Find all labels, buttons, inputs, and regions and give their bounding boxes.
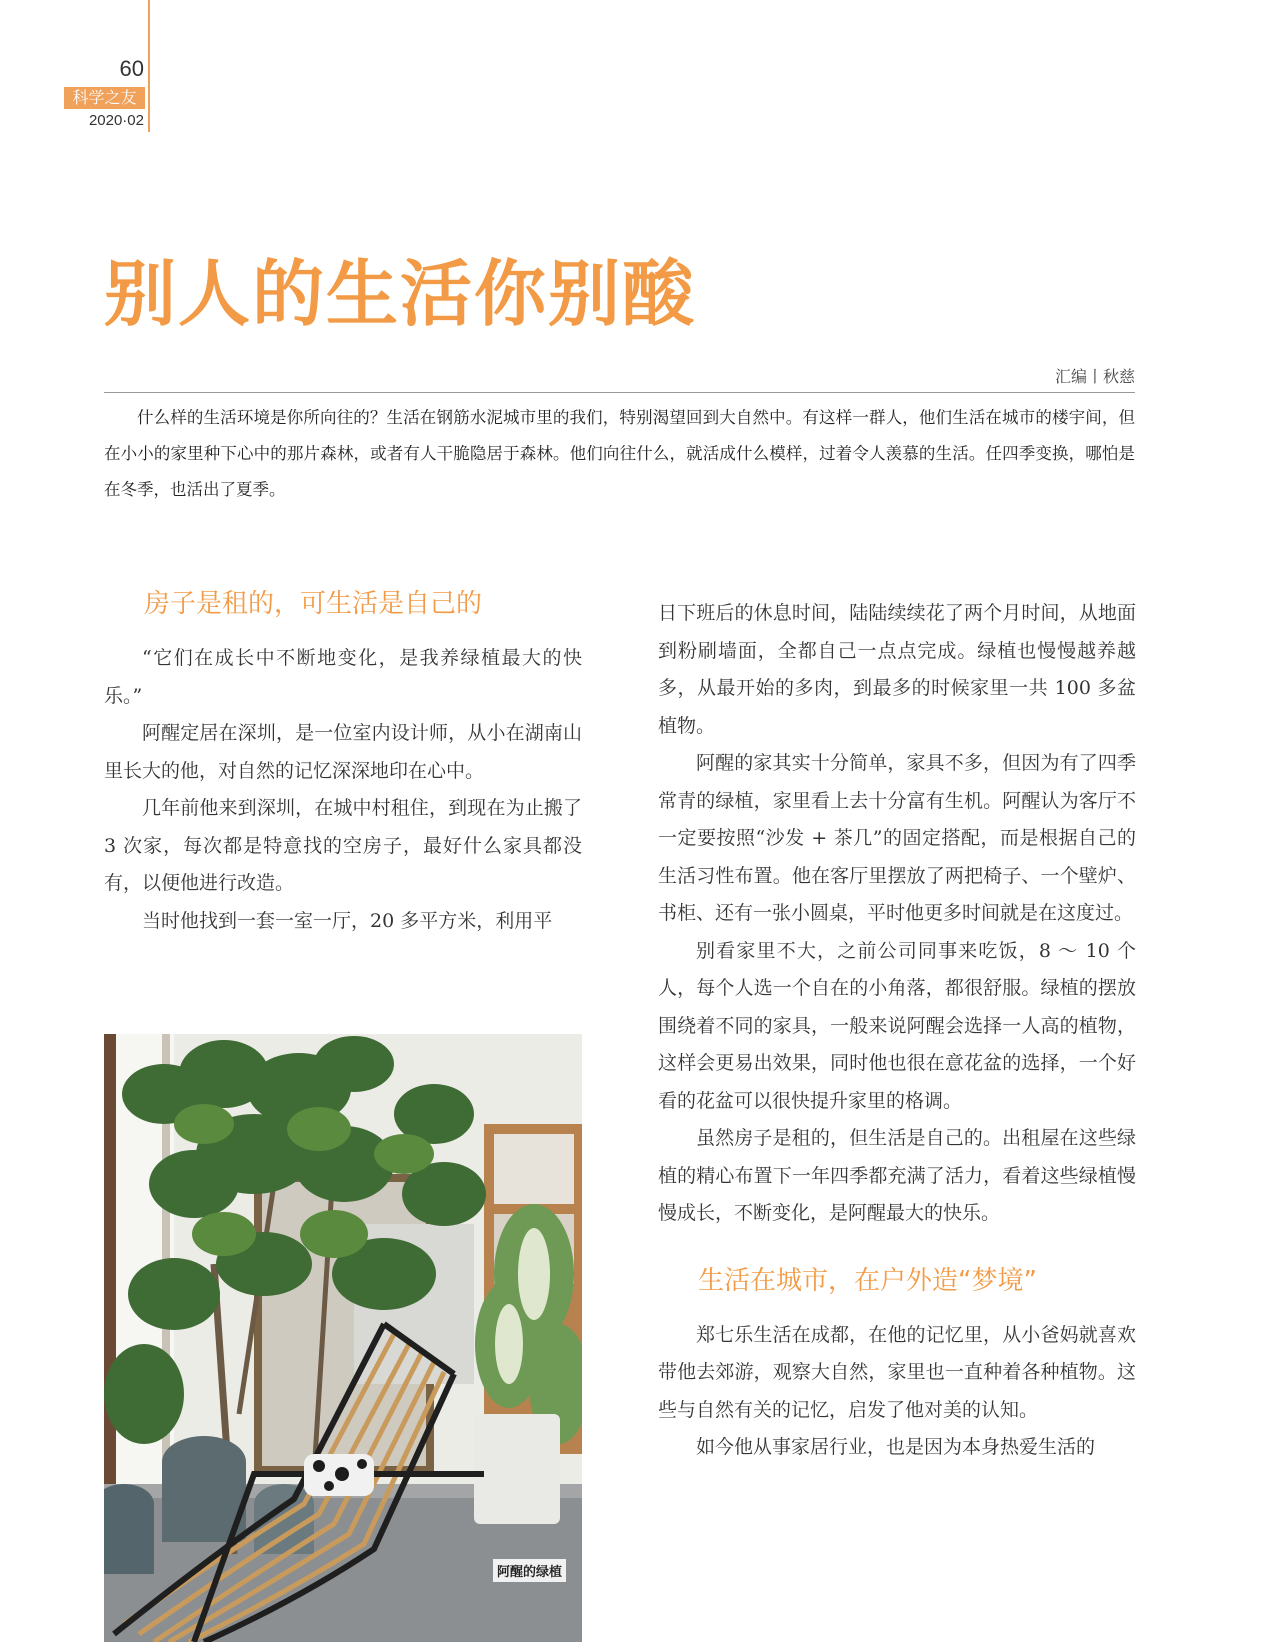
article-credit: 汇编丨秋慈 [1054,367,1135,386]
right-column [658,595,1136,1467]
section-heading-2: 生活在城市，在户外造“梦境” [698,1265,1037,1296]
page-number: 60 [119,56,144,81]
paragraph: 阿醒的家其实十分简单，家具不多，但因为有了四季常青的绿植，家里看上去十分富有生机。阿醒认为客厅不一定要按照“沙发 + 茶几”的固定搭配，而是根据自己的生活习性布置。他在客厅里摆放了两把椅子、一个壁炉、书柜、还有一张小圆桌，平时他更多时间就是在这度过。 [658,752,1136,924]
plants-photo [104,1034,582,1642]
paragraph: 阿醒定居在深圳，是一位室内设计师，从小在湖南山里长大的他，对自然的记忆深深地印在心中。 [104,722,582,782]
article-intro: 什么样的生活环境是你所向往的？生活在钢筋水泥城市里的我们，特别渴望回到大自然中。有这样一群人，他们生活在城市的楼宇间，但在小小的家里种下心中的那片森林，或者有人干脆隐居于森林。他们向往什么，就活成什么模样，过着令人羡慕的生活。任四季变换，哪怕是在冬季，也活出了夏季。 [104,408,1135,499]
section-heading-1: 房子是租的，可生活是自己的 [144,589,483,619]
paragraph: 别看家里不大，之前公司同事来吃饭，8 ～ 10 个人，每个人选一个自在的小角落，都很舒服。绿植的摆放围绕着不同的家具，一般来说阿醒会选择一人高的植物，这样会更易出效果，同时他也很在意花盆的选择，一个好看的花盆可以很快提升家里的格调。 [658,939,1136,1112]
paragraph: 当时他找到一套一室一厅，20 多平方米，利用平 [142,909,553,932]
title-rule [104,392,1135,393]
left-column [104,580,582,940]
magazine-name: 科学之友 [64,87,145,109]
header-divider [148,0,150,132]
article-title: 别人的生活你别酸 [104,252,697,336]
photo-caption: 阿醒的绿植 [493,1559,566,1582]
issue-date: 2020·02 [88,112,144,129]
paragraph: 郑七乐生活在成都，在他的记忆里，从小爸妈就喜欢带他去郊游，观察大自然，家里也一直种着各种植物。这些与自然有关的记忆，启发了他对美的认知。 [658,1323,1136,1421]
paragraph: 几年前他来到深圳，在城中村租住，到现在为止搬了 3 次家，每次都是特意找的空房子，最好什么家具都没有，以便他进行改造。 [104,797,582,894]
paragraph: 虽然房子是租的，但生活是自己的。出租屋在这些绿植的精心布置下一年四季都充满了活力，看着这些绿植慢慢成长，不断变化，是阿醒最大的快乐。 [658,1127,1136,1224]
paragraph: 日下班后的休息时间，陆陆续续花了两个月时间，从地面到粉刷墙面，全都自己一点点完成。绿植也慢慢越养越多，从最开始的多肉，到最多的时候家里一共 100 多盆植物。 [658,602,1136,737]
paragraph: 如今他从事家居行业，也是因为本身热爱生活的 [696,1436,1096,1458]
paragraph: “它们在成长中不断地变化，是我养绿植最大的快乐。” [104,647,582,707]
